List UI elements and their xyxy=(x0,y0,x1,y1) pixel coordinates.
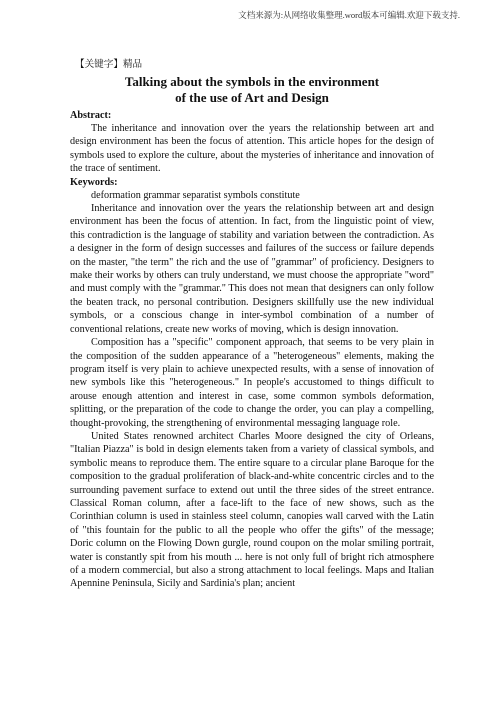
abstract-label: Abstract: xyxy=(70,110,112,121)
abstract-text: The inheritance and innovation over the years the relationship between art and design environment has been the focus of attention. This article hopes for the design of symbols used to explore the culture, about the mysteries of inheritance and innovation of the trace of sentiment. xyxy=(70,123,434,175)
document-title-line-2: of the use of Art and Design xyxy=(175,90,329,105)
keywords-text: deformation grammar separatist symbols constitute xyxy=(91,189,300,201)
document-source-note: 文档来源为:从网络收集整理.word版本可编辑.欢迎下载支持. xyxy=(238,10,460,20)
document-title-line-1: Talking about the symbols in the environment xyxy=(124,74,380,89)
keywords-label: Keywords: xyxy=(70,176,118,188)
body-paragraph-1: Inheritance and innovation over the years the relationship between art and design environment has been the focus of attention. In fact, from the linguistic point of view, this contradiction is the language of stability and variation between the contradiction. As a designer in the form of design successes and failures of the success or failure depends on the master, "the term" the rich and the use of "grammar" of proficiency. Designers to make their works by others can truly understand, we must choose the appropriate "word" and must comply with the "grammar." This does not mean that designers can only follow the beaten track, no personal contribution. Designers skillfully use the new individual symbols, or a conscious change in inter-symbol combination of a number of conventional relations, create new works of moving, which is design innovation. xyxy=(70,203,434,335)
document-page xyxy=(70,58,434,590)
body-paragraph-3: United States renowned architect Charles Moore designed the city of Orleans, "Italian Piazza" is bold in design elements taken from a variety of classical symbols, and symbolic means to reproduce them. The entire square to a circular plane Baroque for the composition to the gradual proliferation of black-and-white concentric circles and to the surrounding pavement surface to extend out until the three sides of the street entrance. Classical Roman column, after a face-lift to the face of new shows, such as the Corinthian column is used in stainless steel column, canopies wall carved with the Latin of "this fountain for the public to all the people who offer the gifts" of the message; Doric column on the Flowing Down gurgle, round coupon on the molar smiling portrait, water is constantly spit from his mouth ... here is not only full of bright rich atmosphere of a modern commercial, but also a strong attachment to local feelings. Maps and Italian Apennine Peninsula, Sicily and Sardinia's plan; ancient xyxy=(70,430,434,590)
keyword-tag: 【关键字】精品 xyxy=(75,59,143,70)
body-paragraph-2: Composition has a "specific" component approach, that seems to be very plain in the composition of the sudden appearance of a "heterogeneous" elements, making the program itself is very plain to achieve unexpected results, with a sense of innovation of new symbols like this "heterogeneous." In people's accustomed to things difficult to arouse enough attention and interest in case, some common symbols deformation, splitting, or the preparation of the code to change the order, you can play a compelling, thought-provoking, the strengthening of environmental messaging language role. xyxy=(70,337,434,429)
